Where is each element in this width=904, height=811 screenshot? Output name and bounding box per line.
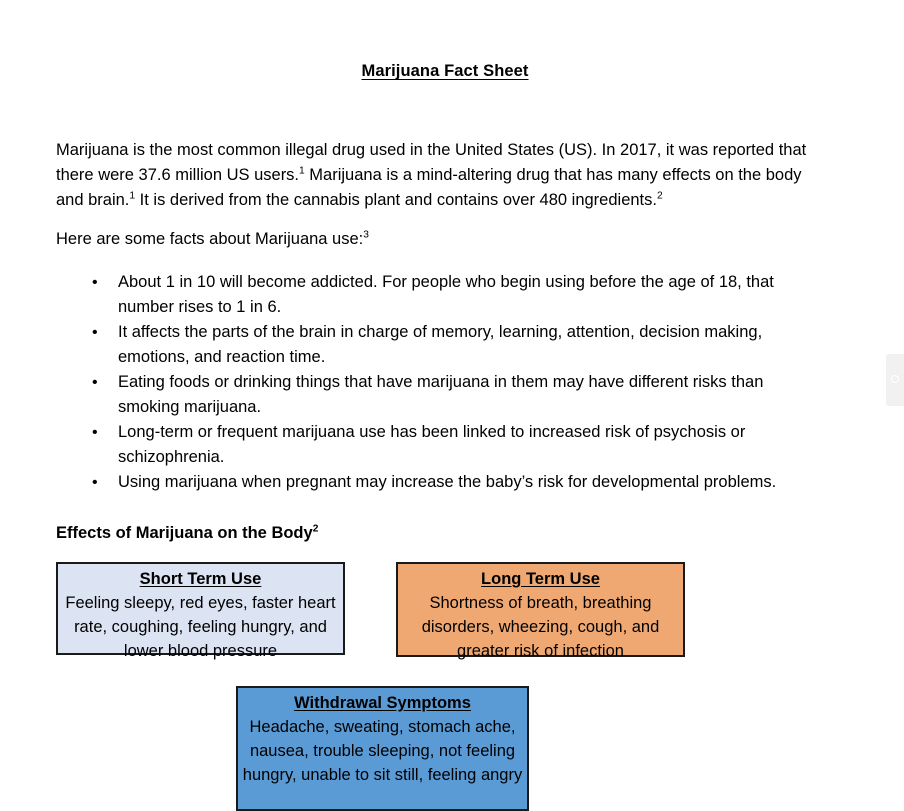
page-title: Marijuana Fact Sheet <box>361 62 529 80</box>
effect-box-long-term <box>396 562 685 660</box>
bullet-icon: • <box>92 474 98 491</box>
bullet-icon: • <box>92 374 98 391</box>
bullet-icon: • <box>92 424 98 441</box>
list-item-text: About 1 in 10 will become addicted. For people who begin using before the age of 18, that number rises to 1 in 6. <box>118 273 774 316</box>
footnote-marker-3: 3 <box>363 229 369 241</box>
scrollbar-thumb-dot-icon <box>891 375 899 383</box>
list-item-text: Using marijuana when pregnant may increase the baby’s risk for developmental problems. <box>118 473 777 491</box>
intro-paragraph-segment-2: Marijuana is a mind-altering drug that has many effects on the body and brain. <box>56 166 802 209</box>
intro-paragraph-segment-4: It is derived from the cannabis plant and contains over 480 ingredients. <box>135 191 657 209</box>
effect-box-withdrawal-title: Withdrawal Symptoms <box>294 694 471 712</box>
effects-section-heading <box>56 524 318 543</box>
list-item <box>92 370 822 420</box>
list-item-text: Long-term or frequent marijuana use has been linked to increased risk of psychosis or schizophrenia. <box>118 423 746 466</box>
effect-box-long-term-title: Long Term Use <box>481 570 600 588</box>
effect-box-long-term-body: Shortness of breath, breathing disorders, wheezing, cough, and greater risk of infection <box>421 594 660 660</box>
list-item <box>92 320 822 370</box>
effect-box-short-term-body: Feeling sleepy, red eyes, faster heart rate, coughing, feeling hungry, and lower blood pressure <box>65 594 336 660</box>
scrollbar-thumb[interactable] <box>886 354 904 406</box>
intro-paragraph-segment-0: Marijuana is the most common illegal drug used in the United States (US). In 2017, it was reported that there were 37.6 million US users. <box>56 141 807 184</box>
bullet-icon: • <box>92 274 98 291</box>
footnote-marker-1: 1 <box>299 165 305 177</box>
facts-lead-in-text: Here are some facts about Marijuana use: <box>56 230 364 248</box>
list-item <box>92 270 822 320</box>
intro-paragraph <box>56 138 826 213</box>
facts-lead-in <box>56 227 826 252</box>
list-item <box>92 420 822 470</box>
footnote-marker-2: 2 <box>312 523 319 535</box>
effect-box-short-term-title: Short Term Use <box>139 570 262 588</box>
list-item-text: Eating foods or drinking things that have marijuana in them may have different risks than smoking marijuana. <box>118 373 764 416</box>
effect-box-withdrawal-body: Headache, sweating, stomach ache, nausea, trouble sleeping, not feeling hungry, unable to sit still, feeling angry <box>242 718 523 784</box>
effect-box-withdrawal <box>236 686 529 811</box>
bullet-icon: • <box>92 324 98 341</box>
list-item <box>92 470 822 495</box>
effect-box-short-term <box>56 562 345 660</box>
footnote-marker-2: 2 <box>656 190 663 202</box>
facts-bullet-list <box>92 270 822 495</box>
effects-heading-text: Effects of Marijuana on the Body <box>56 524 313 542</box>
list-item-text: It affects the parts of the brain in charge of memory, learning, attention, decision making, emotions, and reaction time. <box>118 323 763 366</box>
footnote-marker-1: 1 <box>129 190 136 202</box>
